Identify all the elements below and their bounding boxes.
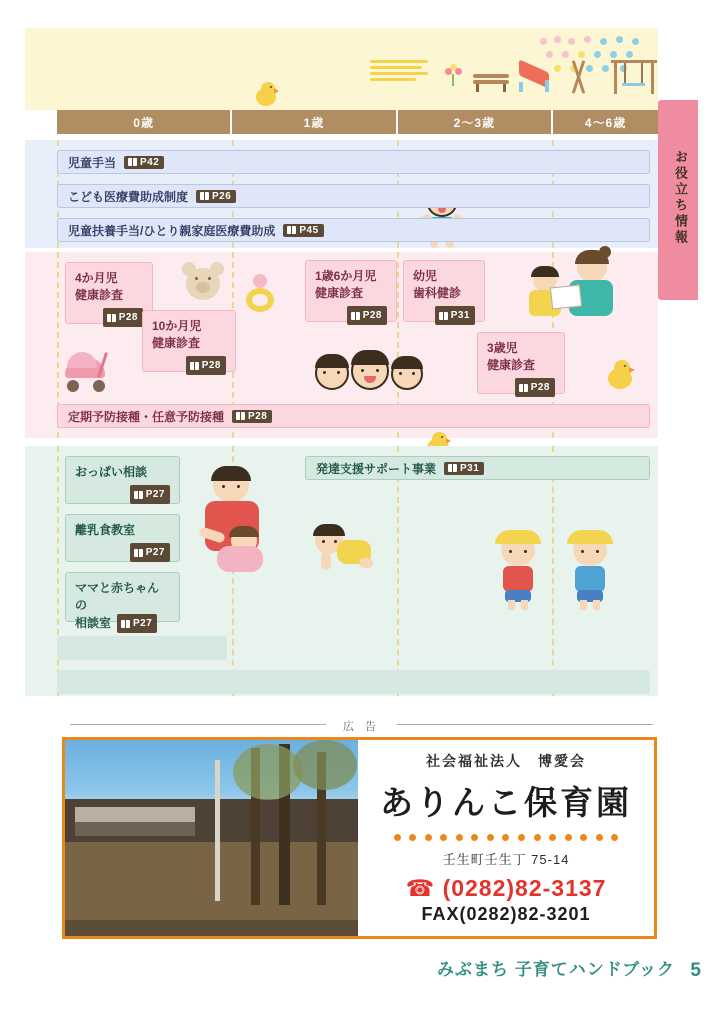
book-icon — [439, 312, 448, 320]
support-line1: 離乳食教室 — [75, 523, 136, 537]
ad-label: 広 告 — [342, 721, 381, 733]
ad-address: 壬生町壬生丁 75-14 — [442, 852, 570, 867]
page-ref-chip[interactable] — [186, 356, 226, 375]
top-banner — [25, 28, 658, 110]
age-label: 2〜3歳 — [453, 115, 496, 130]
page-ref-text: P28 — [248, 410, 268, 422]
support-line1: おっぱい相談 — [75, 465, 148, 479]
stroller-icon — [61, 352, 115, 394]
book-icon — [134, 491, 143, 499]
ad-fax: FAX(0282)82-3201 — [421, 904, 591, 924]
page-ref-text: P42 — [140, 156, 160, 168]
mother-reading-icon — [525, 252, 625, 322]
checkup-card-4[interactable] — [477, 332, 565, 394]
support-blank-bar-0 — [57, 636, 227, 660]
page-ref-chip[interactable] — [347, 306, 387, 325]
ladder-icon — [561, 60, 597, 94]
chick-icon-2 — [605, 360, 635, 390]
support-card-2[interactable] — [65, 572, 180, 630]
book-icon — [134, 549, 143, 557]
book-icon — [200, 192, 209, 200]
checkup-section — [25, 252, 658, 438]
swing-icon — [611, 60, 657, 94]
vaccination-title: 定期予防接種・任意予防接種 — [68, 409, 225, 424]
page-ref-text: P28 — [118, 312, 138, 323]
ad-photo — [65, 740, 358, 936]
grass-icon — [370, 58, 430, 88]
page-ref-chip[interactable] — [124, 156, 164, 169]
book-icon — [287, 226, 296, 234]
page-ref-text: P28 — [362, 310, 382, 321]
page-ref-chip[interactable] — [130, 543, 170, 562]
support-section — [25, 446, 658, 696]
page-ref-chip[interactable] — [130, 485, 170, 504]
ad-tel-number: (0282)82-3137 — [442, 875, 607, 901]
support-line1: ママと赤ちゃんの — [75, 581, 160, 612]
checkup-line1: 4か月児 — [75, 271, 118, 285]
support-card-0[interactable] — [65, 456, 180, 504]
footer-title: みぶまち 子育てハンドブック — [436, 960, 675, 979]
advertisement[interactable] — [62, 737, 657, 939]
page-ref-chip[interactable] — [515, 378, 555, 397]
page-ref-text: P27 — [145, 489, 165, 500]
page-ref-text: P26 — [212, 190, 232, 202]
book-icon — [190, 362, 199, 370]
allowance-bar-1[interactable] — [57, 184, 650, 208]
crawling-baby-icon — [315, 526, 375, 574]
checkup-line2: 健康診査 — [315, 286, 364, 300]
bench-icon — [473, 74, 509, 92]
page-ref-chip[interactable] — [196, 190, 236, 203]
support-blank-bar-1 — [57, 670, 650, 694]
ad-name: ありんこ保育園 — [380, 784, 632, 821]
allowance-section — [25, 140, 658, 248]
page-number: 5 — [690, 960, 701, 981]
support-bar-title: 発達支援サポート事業 — [316, 461, 437, 476]
support-card-1[interactable] — [65, 514, 180, 562]
allowance-title: 児童扶養手当/ひとり親家庭医療費助成 — [68, 223, 276, 238]
allowance-title: 児童手当 — [68, 155, 117, 170]
page-ref-chip[interactable] — [444, 462, 484, 475]
father-holding-baby-icon — [191, 468, 281, 578]
two-children-icon — [495, 530, 625, 610]
checkup-line1: 10か月児 — [152, 319, 202, 333]
page-ref-chip[interactable] — [283, 224, 323, 237]
book-icon — [519, 384, 528, 392]
book-icon — [236, 412, 245, 420]
page-ref-text: P27 — [145, 547, 165, 558]
checkup-line2: 健康診査 — [75, 288, 124, 302]
page-ref-text: P31 — [450, 310, 470, 321]
vaccination-bar[interactable] — [57, 404, 650, 428]
page-ref-chip[interactable] — [435, 306, 475, 325]
slide-icon — [517, 66, 551, 92]
page-ref-chip[interactable] — [232, 410, 272, 423]
checkup-line1: 3歳児 — [487, 341, 518, 355]
page-ref-chip[interactable] — [103, 308, 143, 327]
page-ref-text: P28 — [201, 360, 221, 371]
support-bar[interactable] — [305, 456, 650, 480]
chick-icon — [253, 82, 279, 108]
checkup-line2: 歯科健診 — [413, 286, 462, 300]
side-tab-label: お役立ち情報 — [673, 150, 688, 246]
age-column-0 — [57, 110, 232, 134]
allowance-bar-0[interactable] — [57, 150, 650, 174]
age-column-2 — [398, 110, 553, 134]
teddy-bear-icon — [180, 260, 226, 306]
page-ref-text: P31 — [460, 462, 480, 474]
allowance-title: こども医療費助成制度 — [68, 189, 189, 204]
checkup-line2: 健康診査 — [152, 336, 201, 350]
age-label: 0歳 — [133, 115, 154, 130]
telephone-icon: ☎ — [405, 875, 436, 901]
age-header-row — [57, 110, 658, 134]
page-ref-text: P28 — [530, 382, 550, 393]
book-icon — [107, 314, 116, 322]
age-label: 4〜6歳 — [584, 115, 627, 130]
support-line2: 相談室 — [75, 616, 112, 630]
book-icon — [351, 312, 360, 320]
age-column-3 — [553, 110, 658, 134]
page-ref-chip[interactable] — [117, 614, 157, 633]
checkup-line1: 幼児 — [413, 269, 438, 283]
allowance-bar-2[interactable] — [57, 218, 650, 242]
book-icon — [121, 620, 130, 628]
checkup-card-3[interactable] — [403, 260, 485, 322]
checkup-card-1[interactable] — [142, 310, 236, 372]
ad-text-block — [358, 740, 654, 936]
rattle-toy-icon — [245, 274, 275, 312]
book-icon — [128, 158, 137, 166]
flower-icon — [445, 64, 461, 86]
ad-telephone — [406, 875, 607, 902]
book-icon — [448, 464, 457, 472]
page-ref-text: P27 — [133, 618, 153, 629]
checkup-card-0[interactable] — [65, 262, 153, 324]
checkup-line1: 1歳6か月児 — [315, 269, 377, 283]
checkup-card-2[interactable] — [305, 260, 397, 322]
ad-corp: 社会福祉法人 博愛会 — [426, 753, 586, 769]
ad-dot-divider — [394, 834, 619, 841]
children-faces-icon — [315, 352, 425, 398]
page-ref-text: P45 — [299, 224, 319, 236]
age-label: 1歳 — [303, 115, 325, 130]
checkup-line2: 健康診査 — [487, 358, 536, 372]
age-column-1 — [232, 110, 397, 134]
